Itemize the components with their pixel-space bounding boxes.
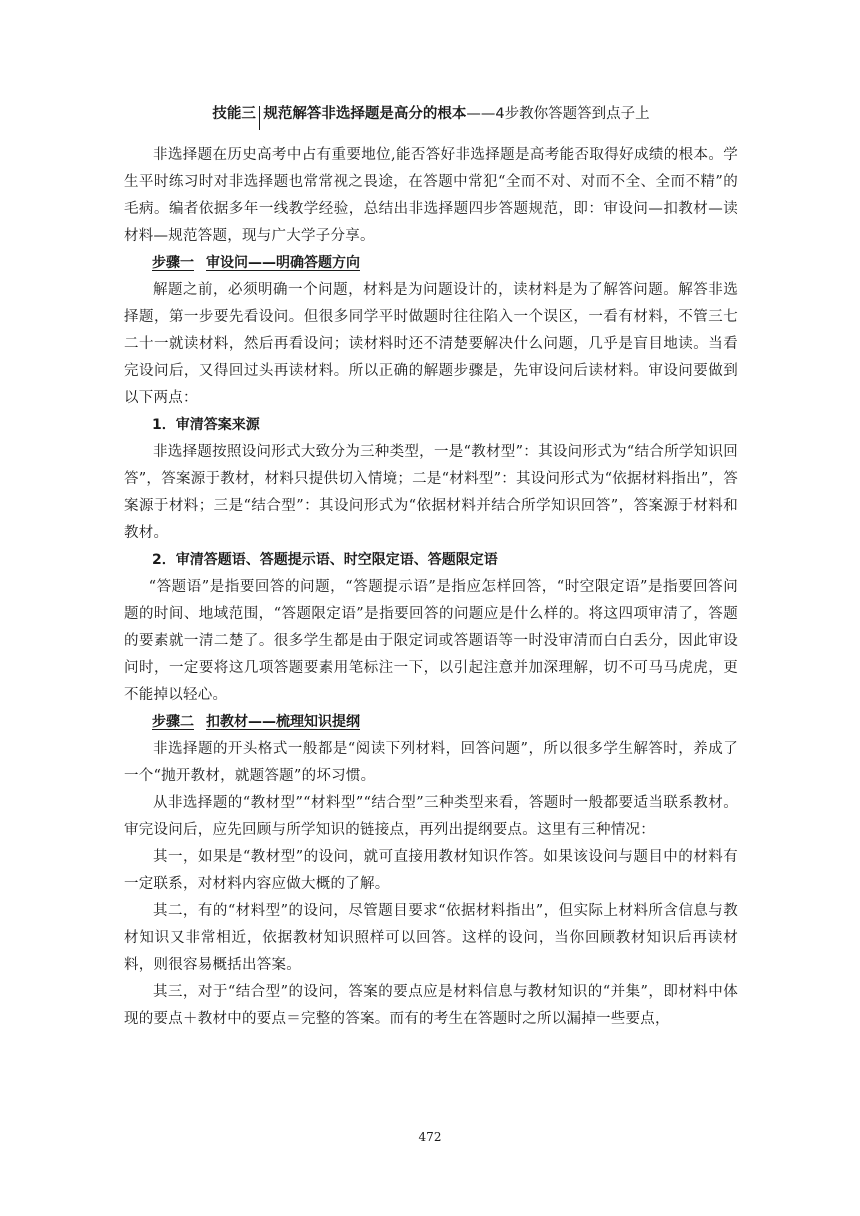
skill-label: 技能三 — [212, 106, 256, 122]
step1-heading — [124, 250, 738, 277]
step1-name: 步骤一 — [152, 255, 194, 271]
step2-paragraph-3: 其一，如果是“教材型”的设问，就可直接用教材知识作答。如果该设问与题目中的材料有一定联系，对材料内容应做大概的了解。 — [124, 849, 738, 892]
title-subheading: ——4步教你答题答到点子上 — [466, 106, 650, 122]
step1-title: 审设问——明确答题方向 — [206, 255, 360, 271]
title-heading: 规范解答非选择题是高分的根本 — [263, 106, 467, 122]
page-number: 472 — [418, 1130, 442, 1144]
step2-heading — [124, 709, 738, 736]
step2-paragraph-2: 从非选择题的“教材型”“材料型”“结合型”三种类型来看，答题时一般都要适当联系教材。审完设问后，应先回顾与所学知识的链接点，再列出提纲要点。这里有三种情况： — [124, 795, 738, 838]
step1-item1-title: 1．审清答案来源 — [152, 417, 260, 433]
title-divider — [259, 106, 261, 130]
step2-paragraph-4: 其二，有的“材料型”的设问，尽管题目要求“依据材料指出”，但实际上材料所含信息与教材知识又非常相近，依据教材知识照样可以回答。这样的设问，当你回顾教材知识后再读材料，则很容易概括出答案。 — [124, 903, 738, 973]
step1-paragraph: 解题之前，必须明确一个问题，材料是为问题设计的，读材料是为了解答问题。解答非选择题，第一步要先看设问。但很多同学平时做题时往往陷入一个误区，一看有材料，不管三七二十一就读材料，然后再看设问；读材料时还不清楚要解决什么问题，几乎是盲目地读。当看完设问后，又得回过头再读材料。所以正确的解题步骤是，先审设问后读材料。审设问要做到以下两点： — [124, 282, 738, 406]
step1-item2-paragraph: “答题语”是指要回答的问题，“答题提示语”是指应怎样回答，“时空限定语”是指要回答问题的时间、地域范围，“答题限定语”是指要回答的问题应是什么样的。将这四项审清了，答题的要素就一清二楚了。很多学生都是由于限定词或答题语等一时没审清而白白丢分，因此审设问时，一定要将这几项答题要素用笔标注一下，以引起注意并加深理解，切不可马马虎虎，更不能掉以轻心。 — [124, 579, 738, 703]
step2-paragraph-1: 非选择题的开头格式一般都是“阅读下列材料，回答问题”，所以很多学生解答时，养成了一个“抛开教材，就题答题”的坏习惯。 — [124, 741, 738, 784]
document-page — [124, 102, 738, 1033]
step1-item1-paragraph: 非选择题按照设问形式大致分为三种类型，一是“教材型”：其设问形式为“结合所学知识回答”，答案源于教材，材料只提供切入情境；二是“材料型”：其设问形式为“依据材料指出”，答案源于材料；三是“结合型”：其设问形式为“依据材料并结合所学知识回答”，答案源于材料和教材。 — [124, 444, 738, 541]
section-title — [124, 102, 738, 128]
step1-item2-title: 2．审清答题语、答题提示语、时空限定语、答题限定语 — [152, 552, 498, 568]
step2-paragraph-5: 其三，对于“结合型”的设问，答案的要点应是材料信息与教材知识的“并集”，即材料中体现的要点＋教材中的要点＝完整的答案。而有的考生在答题时之所以漏掉一些要点， — [124, 984, 738, 1027]
intro-paragraph: 非选择题在历史高考中占有重要地位,能否答好非选择题是高考能否取得好成绩的根本。学生平时练习时对非选择题也常常视之畏途，在答题中常犯“全而不对、对而不全、全而不精”的毛病。编者依据多年一线教学经验，总结出非选择题四步答题规范，即：审设问—扣教材—读材料—规范答题，现与广大学子分享。 — [124, 147, 738, 244]
step2-name: 步骤二 — [152, 714, 194, 730]
step2-title: 扣教材——梳理知识提纲 — [206, 714, 360, 730]
